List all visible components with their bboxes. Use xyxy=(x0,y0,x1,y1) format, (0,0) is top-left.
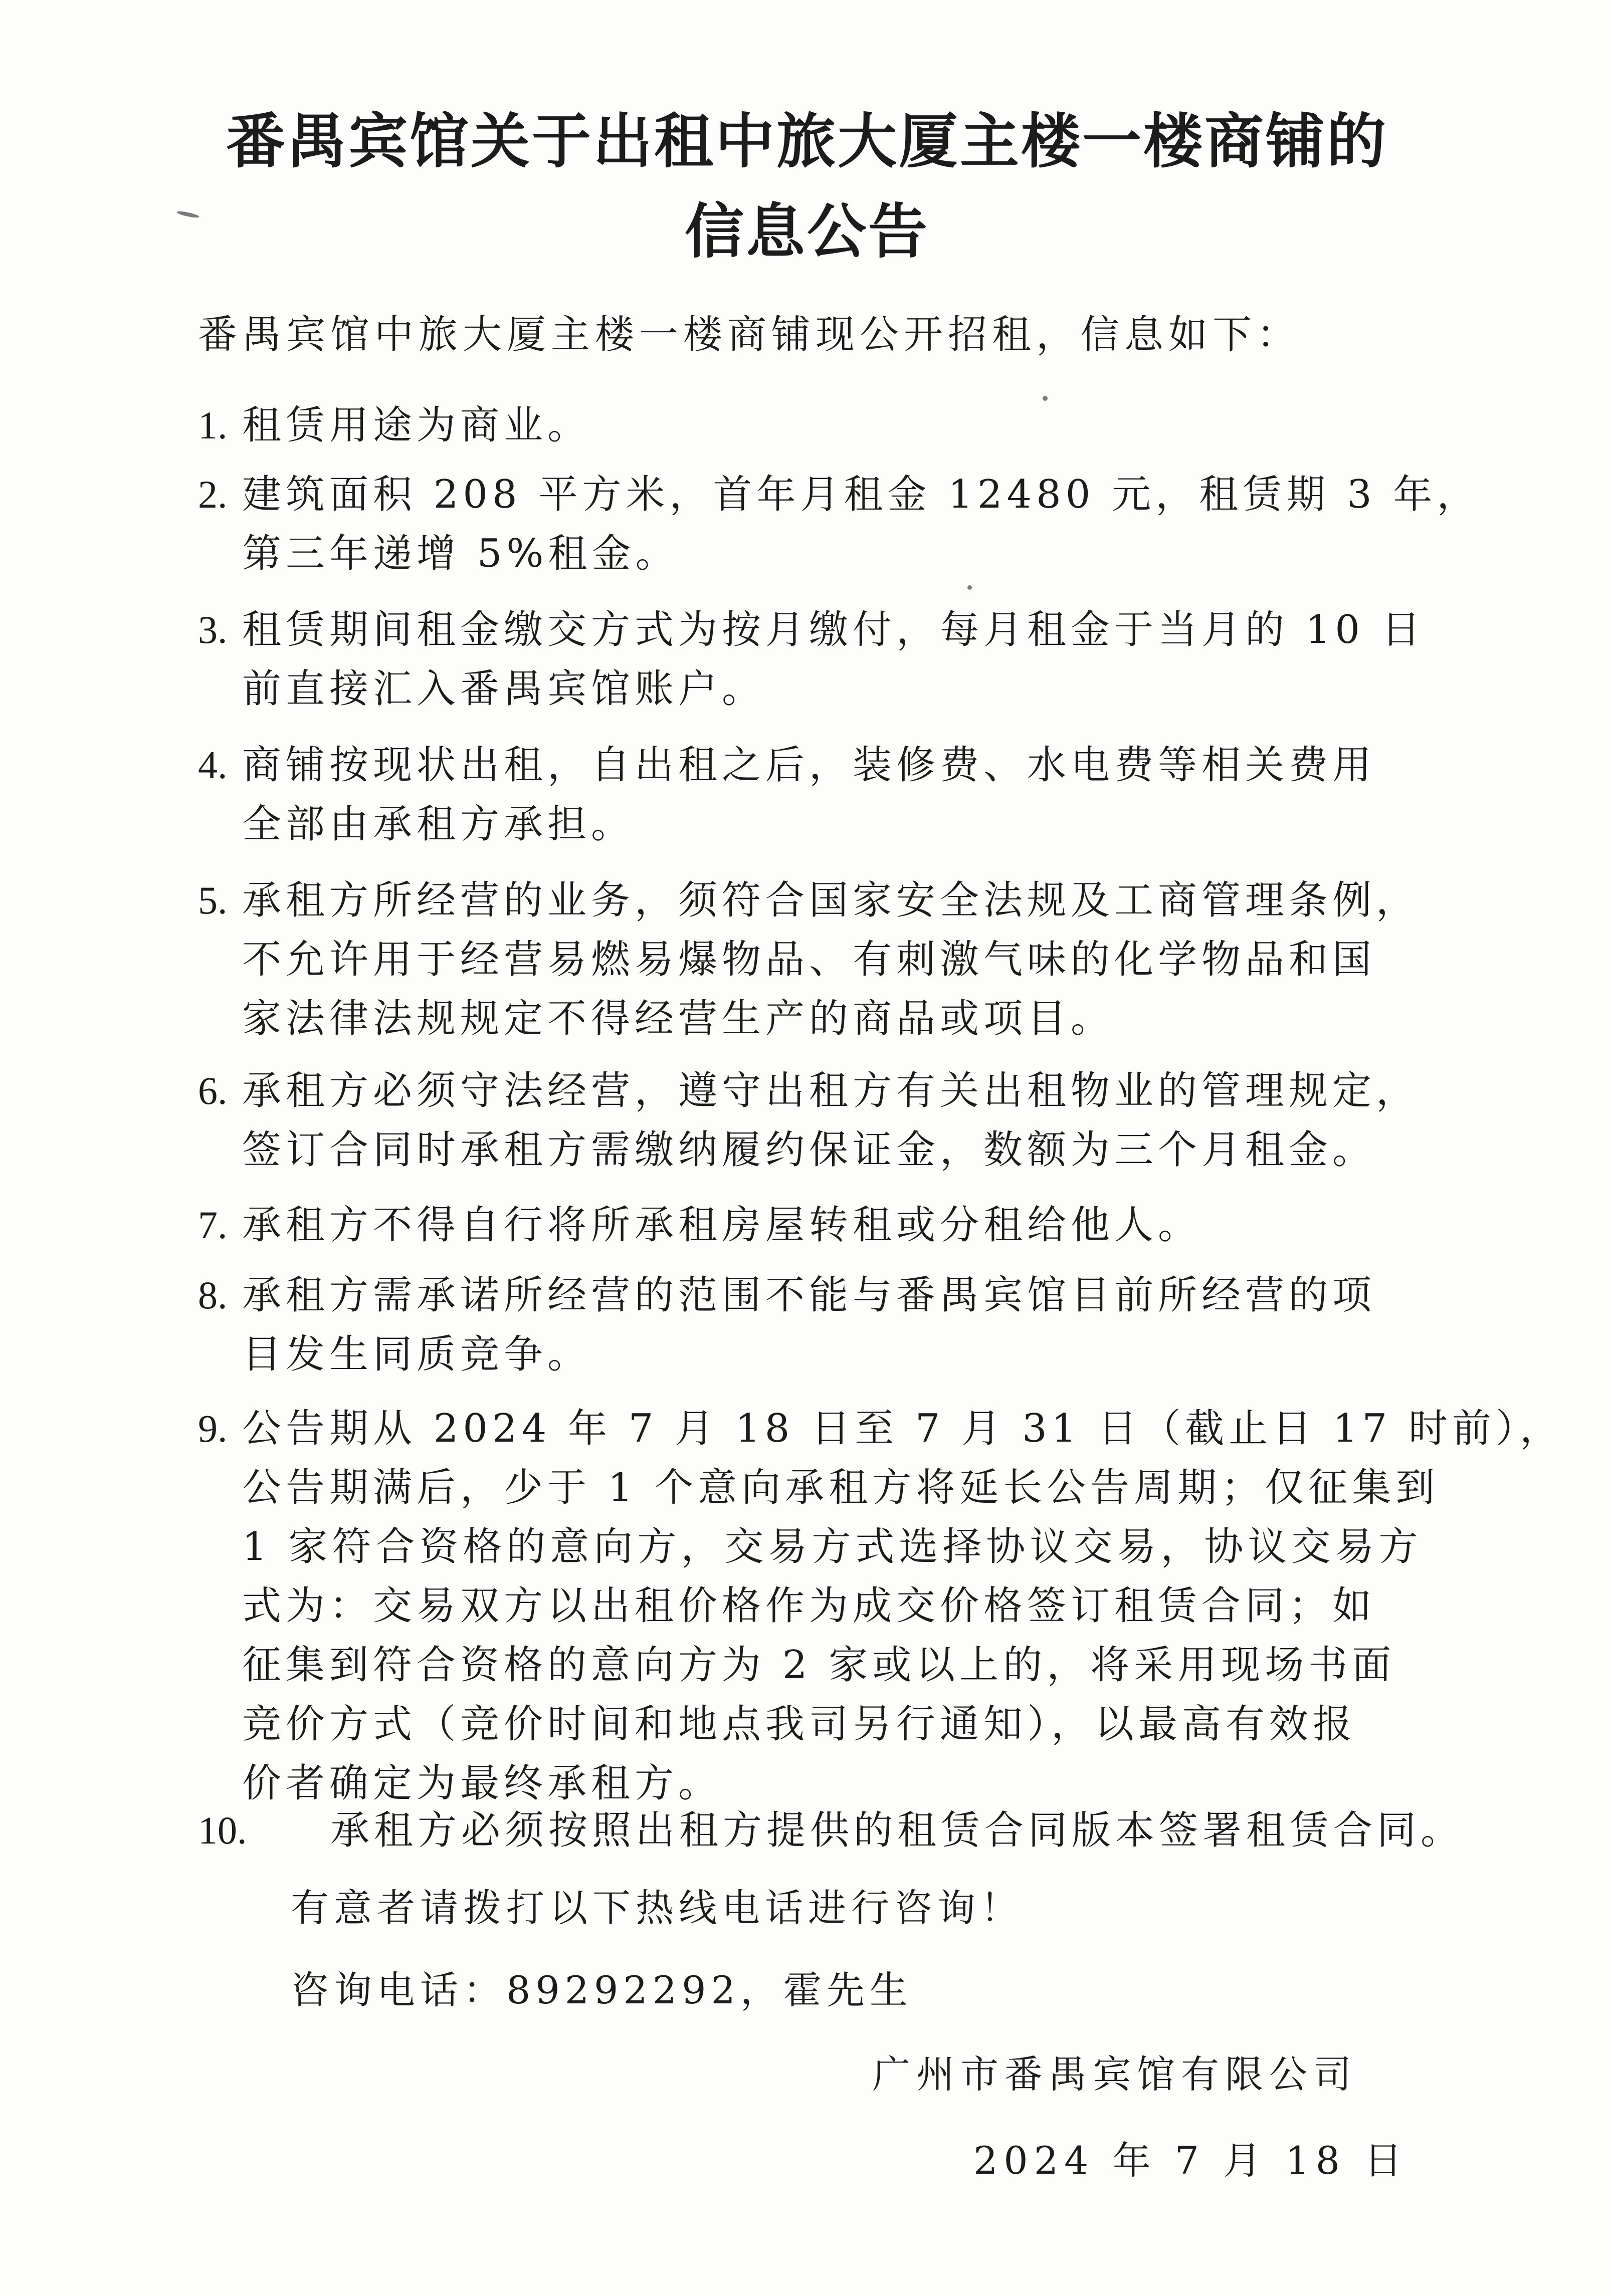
item-text-line: 式为：交易双方以出租价格作为成交价格签订租赁合同；如 xyxy=(242,1583,1376,1629)
item-number: 9. xyxy=(198,1407,228,1450)
item-text-line: 第三年递增 5%租金。 xyxy=(242,531,679,576)
item-number: 3. xyxy=(198,608,228,651)
contact-line xyxy=(291,1966,913,2014)
issuer-company: 广州市番禺宾馆有限公司 xyxy=(872,2052,1357,2097)
list-item xyxy=(198,396,1411,455)
notice-title-line-2: 信息公告 xyxy=(684,197,929,266)
list-item xyxy=(198,1196,1411,1255)
item-text-line: 建筑面积 208 平方米，首年月租金 12480 元，租赁期 3 年， xyxy=(242,472,1481,517)
item-number: 7. xyxy=(198,1203,228,1247)
item-text-line: 征集到符合资格的意向方为 2 家或以上的，将采用现场书面 xyxy=(242,1643,1396,1688)
list-item xyxy=(198,1061,1420,1180)
intro-paragraph: 番禺宾馆中旅大厦主楼一楼商铺现公开招租，信息如下： xyxy=(198,312,1301,357)
scan-speck xyxy=(967,585,972,590)
inquiry-invitation: 有意者请拨打以下热线电话进行咨询！ xyxy=(291,1886,1024,1930)
item-text-line: 价者确定为最终承租方。 xyxy=(242,1761,722,1806)
list-item xyxy=(198,736,1411,854)
list-item xyxy=(198,1801,1465,1860)
item-number: 4. xyxy=(198,743,228,787)
contact-label: 咨询电话： xyxy=(291,1968,506,2012)
item-text-line: 目发生同质竞争。 xyxy=(242,1332,591,1377)
item-text-line: 公告期从 2024 年 7 月 18 日至 7 月 31 日（截止日 17 时前）， xyxy=(242,1406,1564,1451)
item-text-line: 承租方不得自行将所承租房屋转租或分租给他人。 xyxy=(242,1203,1202,1248)
item-number: 8. xyxy=(198,1273,228,1317)
item-text-line: 承租方所经营的业务，须符合国家安全法规及工商管理条例， xyxy=(242,878,1420,923)
item-text-line: 承租方必须按照出租方提供的租赁合同版本签署租赁合同。 xyxy=(330,1808,1465,1853)
item-text-line: 不允许用于经营易燃易爆物品、有刺激气味的化学物品和国 xyxy=(242,937,1376,982)
item-number: 1. xyxy=(198,403,228,447)
list-item xyxy=(198,600,1425,719)
item-number: 10. xyxy=(198,1808,247,1852)
item-text-line: 家法律法规规定不得经营生产的商品或项目。 xyxy=(242,996,1115,1041)
item-text-line: 商铺按现状出租，自出租之后，装修费、水电费等相关费用 xyxy=(242,743,1376,788)
contact-separator: ， xyxy=(740,1968,783,2012)
issue-date: 2024 年 7 月 18 日 xyxy=(973,2138,1408,2183)
item-text-line: 租赁用途为商业。 xyxy=(242,403,591,448)
list-item xyxy=(198,1399,1564,1813)
list-item xyxy=(198,465,1481,583)
item-text-line: 承租方必须守法经营，遵守出租方有关出租物业的管理规定， xyxy=(242,1068,1420,1113)
notice-title-line-1: 番禺宾馆关于出租中旅大厦主楼一楼商铺的 xyxy=(226,107,1388,176)
item-text-line: 全部由承租方承担。 xyxy=(242,802,635,847)
item-text-line: 承租方需承诺所经营的范围不能与番禺宾馆目前所经营的项 xyxy=(242,1273,1376,1318)
item-text-line: 签订合同时承租方需缴纳履约保证金，数额为三个月租金。 xyxy=(242,1127,1376,1173)
list-item xyxy=(198,1266,1411,1384)
contact-person: 霍先生 xyxy=(783,1968,913,2012)
item-text-line: 租赁期间租金缴交方式为按月缴付，每月租金于当月的 10 日 xyxy=(242,607,1425,652)
item-text-line: 1 家符合资格的意向方，交易方式选择协议交易，协议交易方 xyxy=(242,1524,1423,1569)
item-text-line: 公告期满后，少于 1 个意向承租方将延长公告周期；仅征集到 xyxy=(242,1465,1440,1510)
item-number: 5. xyxy=(198,878,228,922)
list-item xyxy=(198,871,1420,1048)
item-text-line: 竞价方式（竞价时间和地点我司另行通知），以最高有效报 xyxy=(242,1702,1357,1747)
item-number: 6. xyxy=(198,1069,228,1112)
item-text-line: 前直接汇入番禺宾馆账户。 xyxy=(242,666,766,712)
contact-phone: 89292292 xyxy=(506,1968,740,2012)
item-number: 2. xyxy=(198,473,228,516)
